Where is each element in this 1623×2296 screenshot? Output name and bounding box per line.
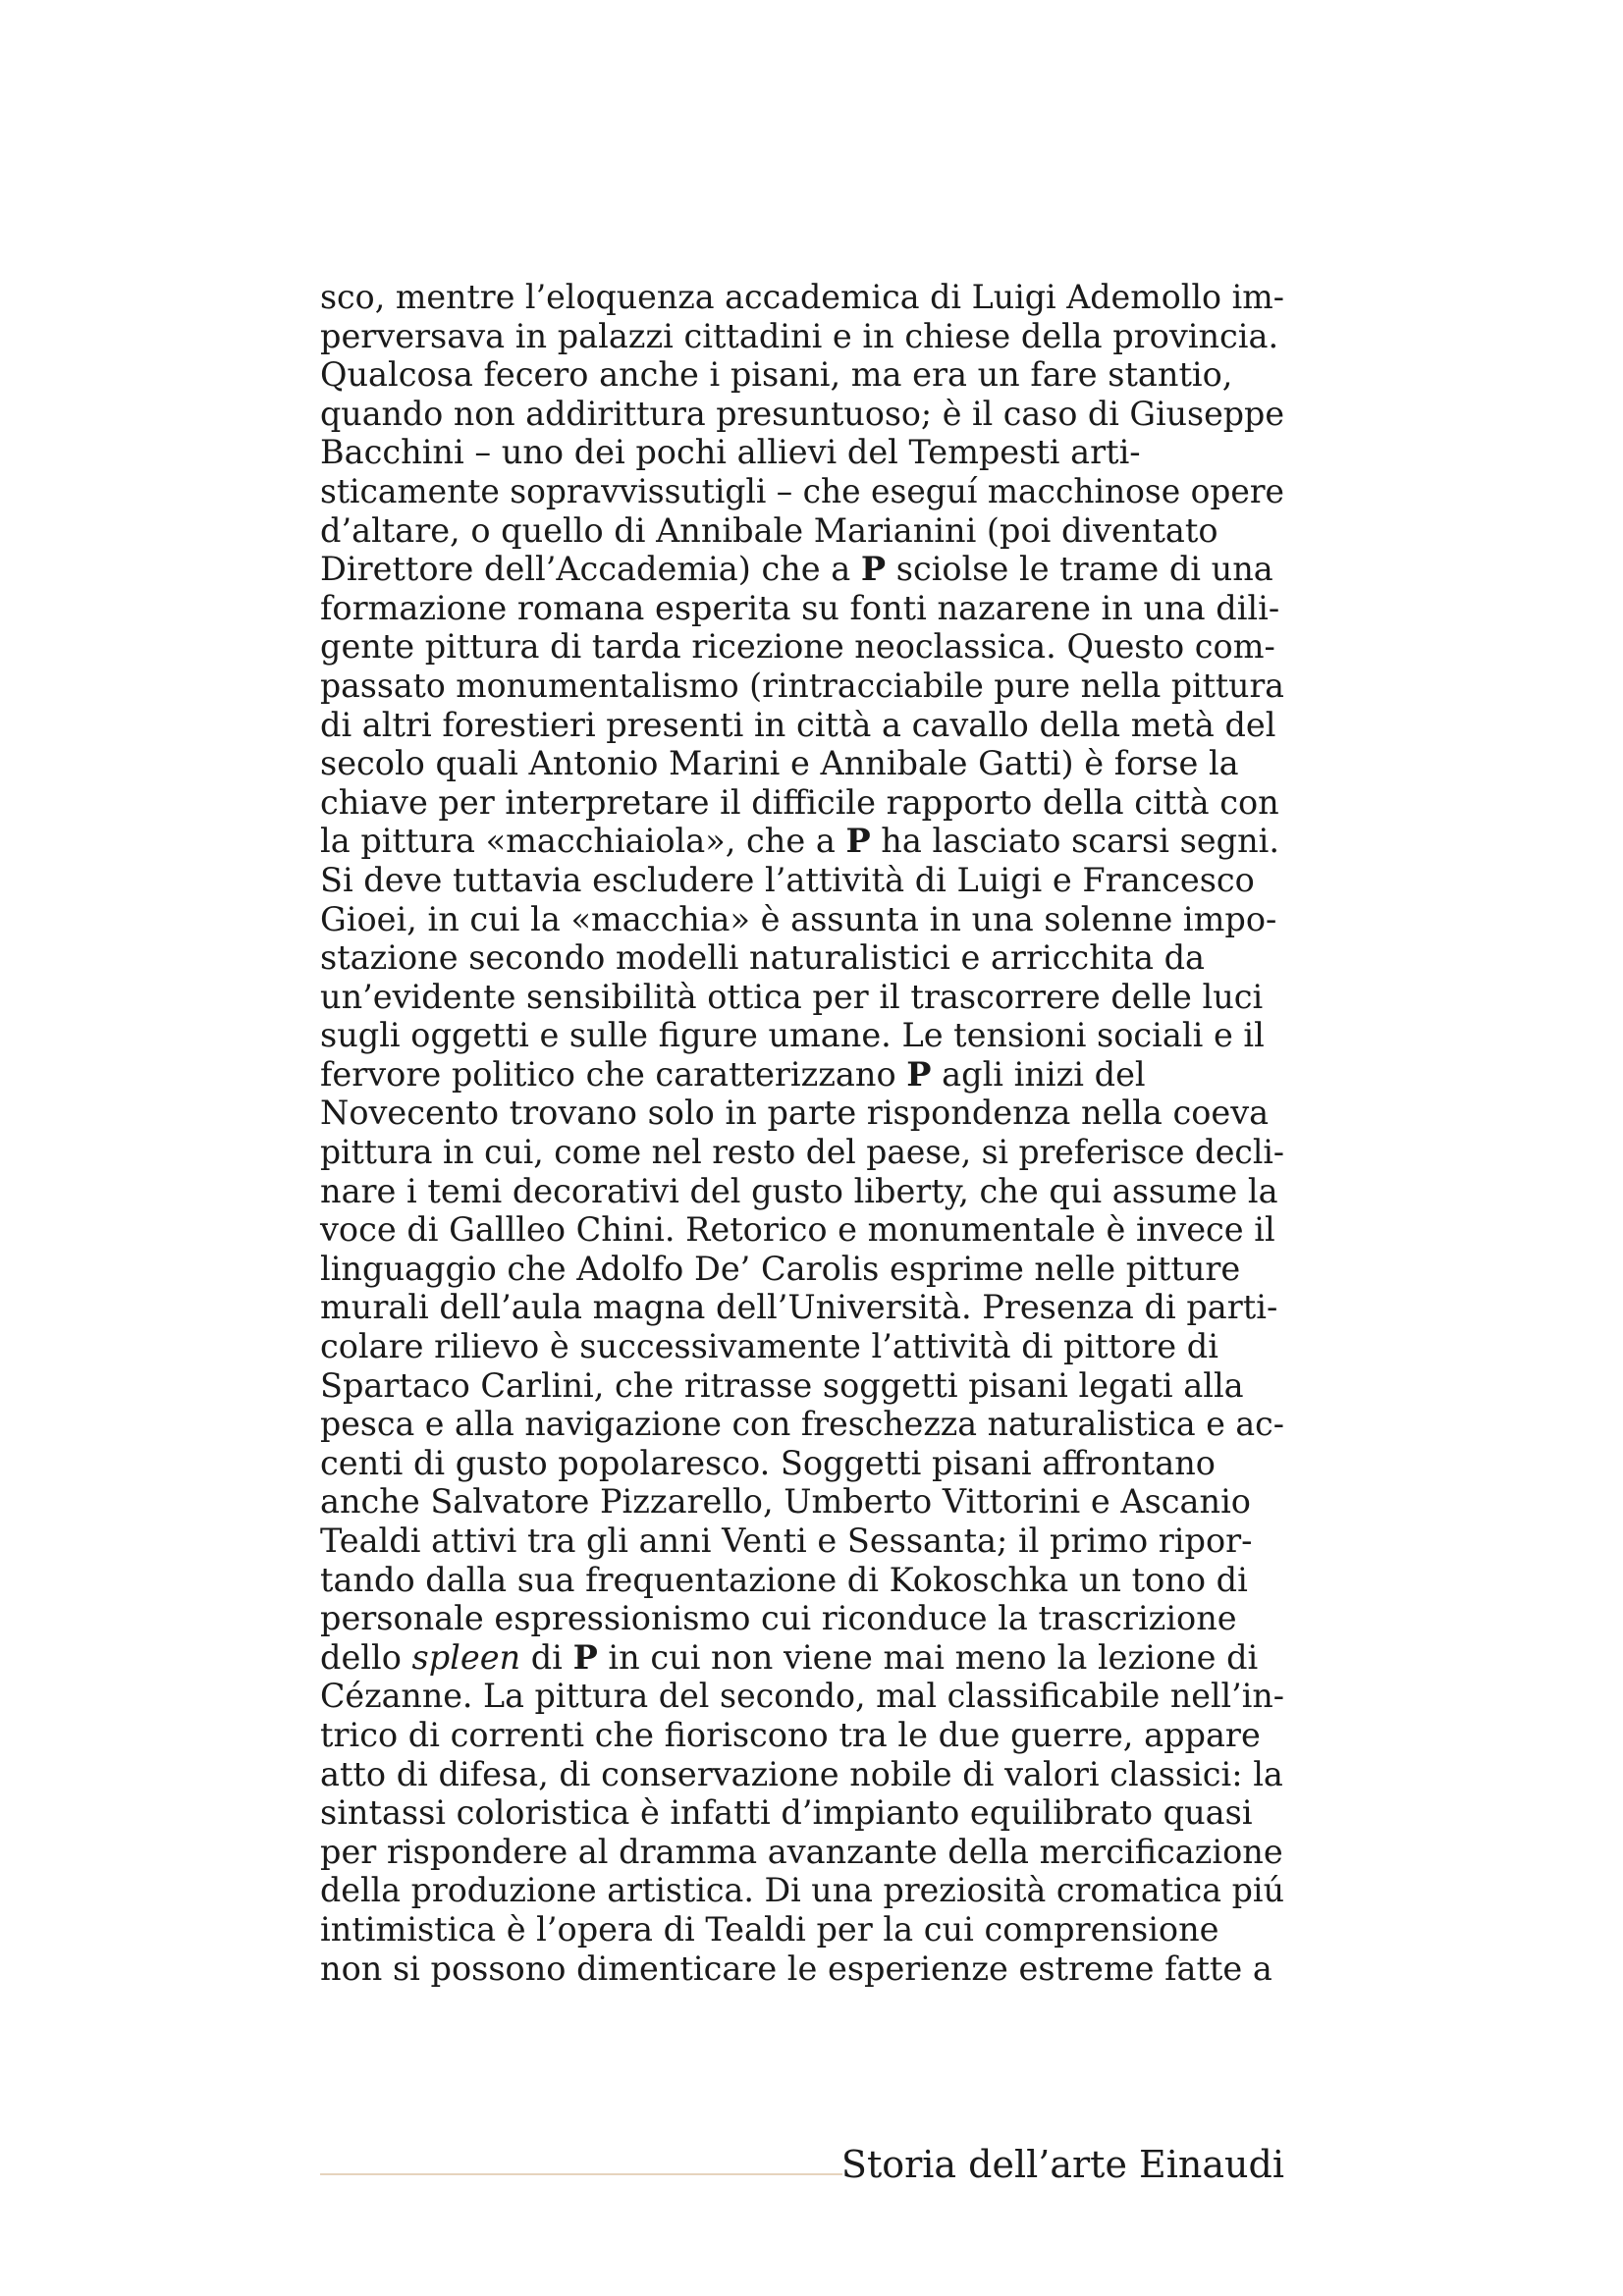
text-line: pesca e alla navigazione con freschezza naturalistica e ac- — [320, 1405, 1284, 1444]
text-line: Gioei, in cui la «macchia» è assunta in una solenne impo- — [320, 899, 1277, 938]
text-line: Qualcosa fecero anche i pisani, ma era un fare stantio, — [320, 355, 1233, 395]
text-line: stazione secondo modelli naturalistici e arricchita da — [320, 938, 1205, 978]
text-line: nare i temi decorativi del gusto liberty, che qui assume la — [320, 1171, 1278, 1210]
text-line: non si possono dimenticare le esperienze estreme fatte a — [320, 1949, 1272, 1988]
text-line: atto di difesa, di conservazione nobile di valori classici: la — [320, 1754, 1283, 1793]
text-line: centi di gusto popolaresco. Soggetti pisani affrontano — [320, 1443, 1216, 1482]
text-line: anche Salvatore Pizzarello, Umberto Vittorini e Ascanio — [320, 1482, 1251, 1522]
text-line: secolo quali Antonio Marini e Annibale Gatti) è forse la — [320, 744, 1239, 783]
text-line: sticamente sopravvissutigli – che eseguí macchinose opere — [320, 471, 1284, 510]
text-line: formazione romana esperita su fonti nazarene in una dili- — [320, 588, 1280, 627]
text-line: Spartaco Carlini, che ritrasse soggetti pisani legati alla — [320, 1365, 1244, 1405]
footer-label: Storia dell’arte Einaudi — [840, 2143, 1284, 2186]
page-footer — [320, 2140, 1284, 2189]
text-line: Si deve tuttavia escludere l’attività di Luigi e Francesco — [320, 860, 1255, 899]
text-line: trico di correnti che fioriscono tra le due guerre, appare — [320, 1715, 1261, 1754]
text-line: della produzione artistica. Di una preziosità cromatica piú — [320, 1871, 1284, 1910]
text-line: chiave per interpretare il difficile rapporto della città con — [320, 782, 1279, 822]
text-line: quando non addirittura presuntuoso; è il caso di Giuseppe — [320, 394, 1285, 433]
text-line: fervore politico che caratterizzano P agli inizi del — [320, 1054, 1146, 1094]
text-line: perversava in palazzi cittadini e in chiese della provincia. — [320, 316, 1279, 355]
text-line: sco, mentre l’eloquenza accademica di Luigi Ademollo im- — [320, 278, 1284, 316]
footer-rule — [320, 2173, 842, 2175]
text-line: intimistica è l’opera di Tealdi per la cui comprensione — [320, 1909, 1219, 1949]
text-line: per rispondere al dramma avanzante della mercificazione — [320, 1832, 1283, 1871]
text-line: voce di Gallleo Chini. Retorico e monumentale è invece il — [320, 1210, 1275, 1250]
text-line: personale espressionismo cui riconduce la trascrizione — [320, 1599, 1237, 1638]
text-line: Direttore dell’Accademia) che a P sciolse le trame di una — [320, 550, 1273, 589]
text-line: Tealdi attivi tra gli anni Venti e Sessanta; il primo ripor- — [320, 1522, 1253, 1560]
text-line: la pittura «macchiaiola», che a P ha lasciato scarsi segni. — [320, 822, 1280, 861]
text-line: murali dell’aula magna dell’Università. Presenza di parti- — [320, 1288, 1278, 1327]
text-line: Novecento trovano solo in parte rispondenza nella coeva — [320, 1094, 1270, 1133]
text-line: colare rilievo è successivamente l’attività di pittore di — [320, 1327, 1218, 1366]
text-line: passato monumentalismo (rintracciabile pure nella pittura — [320, 666, 1285, 705]
text-line: gente pittura di tarda ricezione neoclassica. Questo com- — [320, 627, 1275, 667]
text-line: linguaggio che Adolfo De’ Carolis esprime nelle pitture — [320, 1249, 1241, 1288]
text-line: Bacchini – uno dei pochi allievi del Tempesti arti- — [320, 433, 1141, 472]
text-line: d’altare, o quello di Annibale Marianini (poi diventato — [320, 510, 1218, 550]
text-line: un’evidente sensibilità ottica per il trascorrere delle luci — [320, 977, 1264, 1016]
text-line: di altri forestieri presenti in città a cavallo della metà del — [320, 705, 1276, 744]
text-line: sintassi coloristica è infatti d’impianto equilibrato quasi — [320, 1793, 1253, 1833]
text-line: tando dalla sua frequentazione di Kokoschka un tono di — [320, 1560, 1248, 1599]
text-line: Cézanne. La pittura del secondo, mal classificabile nell’in- — [320, 1677, 1285, 1716]
text-line: dello spleen di P in cui non viene mai meno la lezione di — [320, 1637, 1259, 1677]
body-text — [320, 278, 1284, 1988]
text-line: pittura in cui, come nel resto del paese, si preferisce decli- — [320, 1133, 1285, 1172]
text-line: sugli oggetti e sulle figure umane. Le tensioni sociali e il — [320, 1016, 1265, 1055]
